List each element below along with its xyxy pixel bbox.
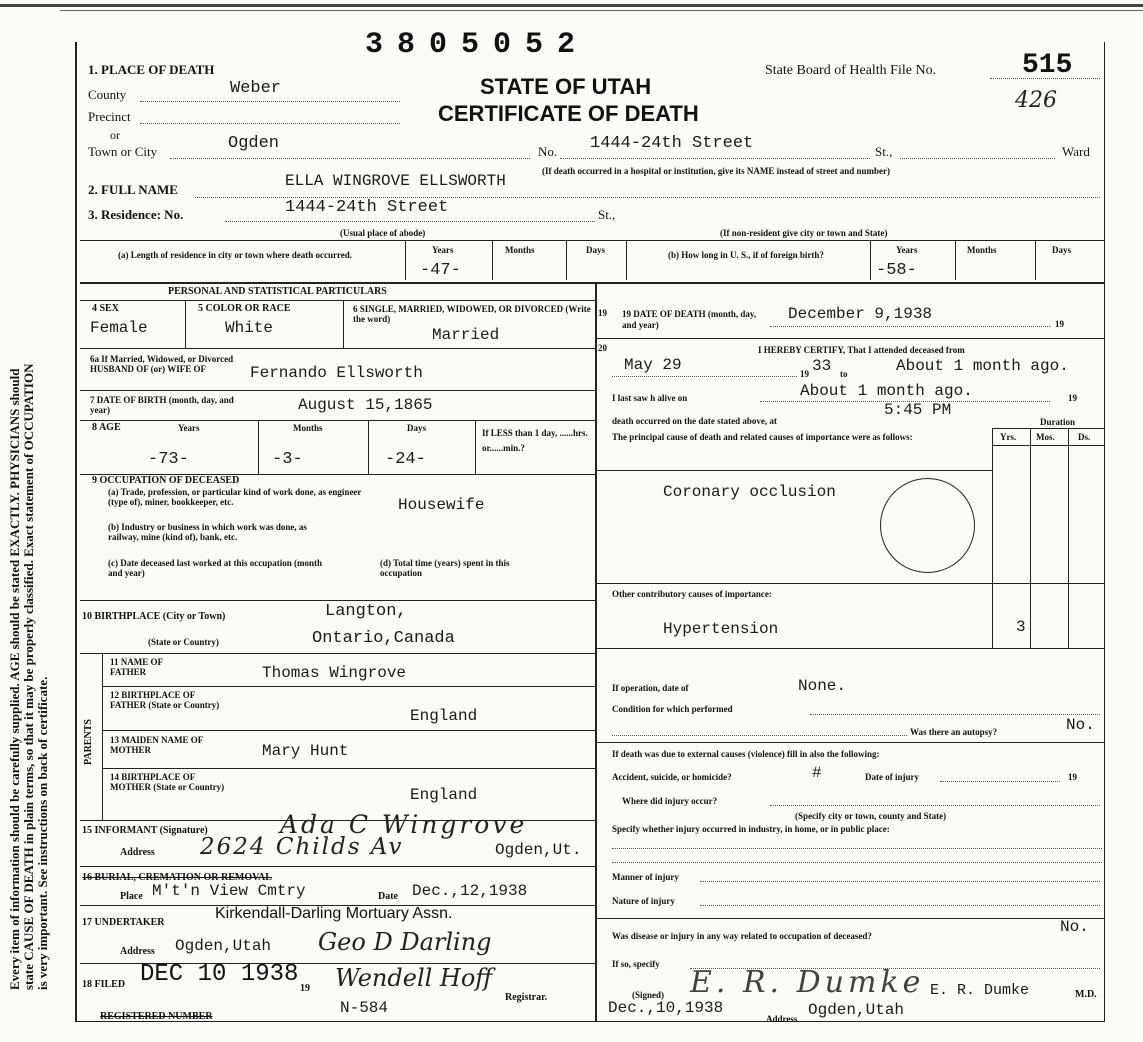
birthplace-label: 10 BIRTHPLACE (City or Town): [82, 611, 226, 622]
other-causes-label: Other contributory causes of importance:: [612, 589, 772, 599]
date-of-death-value: December 9,1938: [788, 305, 933, 323]
death-time-label: death occurred on the date stated above, at: [612, 416, 777, 426]
dob-value: August 15,1865: [298, 396, 433, 414]
state-title: STATE OF UTAH: [480, 74, 652, 99]
n20-label: 20: [598, 343, 607, 353]
burial-place-label: Place: [120, 891, 143, 902]
burial-label: 16 BURIAL, CREMATION OR REMOVAL: [82, 872, 272, 883]
certificate-title: CERTIFICATE OF DEATH: [438, 101, 699, 126]
age-days-value: -24-: [385, 450, 426, 469]
birthplace-state: Ontario,Canada: [312, 629, 455, 648]
n19-label: 19: [598, 308, 607, 318]
burial-date-label: Date: [378, 891, 398, 902]
town-label: Town or City: [88, 144, 158, 159]
nature-label: Nature of injury: [612, 896, 675, 906]
registrar-signature: Wendell Hoff: [335, 964, 493, 992]
father-name-label: 11 NAME OF FATHER: [110, 657, 163, 677]
spouse-label: 6a If Married, Widowed, or Divorced HUSBAND OF (or) WIFE OF: [90, 354, 234, 374]
occupation-c-label: (c) Date deceased last worked at this occupation (month and year): [108, 558, 322, 578]
no-label: No.: [538, 144, 558, 159]
other-cause: Hypertension: [663, 620, 779, 638]
county-value: Weber: [230, 79, 282, 98]
marital-label: 6 SINGLE, MARRIED, WIDOWED, OR DIVORCED (Write the word): [353, 304, 591, 324]
filed-19: 19: [300, 983, 310, 994]
accident-label: Accident, suicide, or homicide?: [612, 772, 732, 782]
cause-circle: [880, 478, 975, 573]
mother-birthplace-label: 14 BIRTHPLACE OF MOTHER (State or Country): [110, 772, 225, 792]
town-value: Ogden: [228, 134, 280, 153]
us-months-label: Months: [967, 245, 997, 255]
filed-stamp: DEC 10 1938: [140, 961, 299, 988]
last-saw-19: 19: [1068, 393, 1077, 403]
us-years-label: Years: [896, 245, 918, 255]
registrar-label: Registrar.: [505, 992, 548, 1003]
informant-city: Ogden,Ut.: [495, 841, 582, 859]
cause-label: The principal cause of death and related causes of importance were as follows:: [612, 432, 913, 442]
birthplace-state-label: (State or Country): [148, 637, 219, 647]
age-label: 8 AGE: [92, 422, 121, 433]
signed-label: (Signed): [632, 990, 665, 1000]
residence-st-label: St.,: [598, 207, 616, 222]
burial-place: M't'n View Cmtry: [152, 882, 306, 900]
attended-to-label: to: [840, 369, 848, 379]
foreign-birth-label: (b) How long in U. S., if of foreign birth?: [668, 250, 824, 260]
attended-19: 19: [800, 369, 809, 379]
registered-number: N-584: [340, 999, 389, 1017]
sex-label: 4 SEX: [92, 303, 119, 314]
precinct-label: Precinct: [88, 109, 131, 124]
undertaker-label: 17 UNDERTAKER: [82, 917, 165, 928]
certify-text: I HEREBY CERTIFY, That I attended deceased from: [758, 345, 965, 355]
or-label: or: [110, 128, 120, 142]
mother-name-value: Mary Hunt: [262, 742, 349, 760]
full-name-value: ELLA WINGROVE ELLSWORTH: [285, 172, 506, 190]
dur-yrs-label: Yrs.: [1000, 432, 1017, 442]
father-birthplace-label: 12 BIRTHPLACE OF FATHER (State or Country): [110, 690, 220, 710]
occupation-d-label: (d) Total time (years) spent in this occupation: [380, 558, 510, 578]
res-days-label: Days: [586, 245, 606, 255]
place-of-death-heading: 1. PLACE OF DEATH: [88, 62, 215, 77]
mother-name-label: 13 MAIDEN NAME OF MOTHER: [110, 735, 203, 755]
filed-label: 18 FILED: [82, 979, 126, 990]
occupation-value: Housewife: [398, 496, 485, 514]
autopsy-label: Was there an autopsy?: [910, 727, 998, 737]
us-years-value: -58-: [876, 261, 917, 280]
external-causes-label: If death was due to external causes (violence) fill in also the following:: [612, 749, 880, 759]
registered-number-label: REGISTERED NUMBER: [100, 1011, 213, 1022]
occupation-b-label: (b) Industry or business in which work was done, as railway, mine (kind of), bank, etc.: [108, 522, 307, 542]
undertaker-address-label: Address: [120, 946, 155, 957]
occupation-related-value: No.: [1060, 918, 1089, 936]
res-months-label: Months: [505, 245, 535, 255]
margin-instructions: Every item of information should be carefully supplied. AGE should be stated EXACTLY. PHYSICIANS should state CAUSE OF DEATH in plain terms, so that it may be properly classified. Exact statement of OCCUPATION is very important. See instructions on back of certificate.: [7, 363, 50, 990]
other-cause-years: 3: [1016, 618, 1026, 636]
residence-length-label: (a) Length of residence in city or town where death occurred.: [118, 250, 353, 260]
residence-value: 1444-24th Street: [285, 198, 449, 217]
us-days-label: Days: [1052, 245, 1072, 255]
attended-to: About 1 month ago.: [896, 357, 1069, 375]
physician-name: E. R. Dumke: [930, 982, 1030, 999]
attended-from: May 29: [624, 356, 682, 374]
burial-date: Dec.,12,1938: [412, 882, 528, 900]
sex-value: Female: [90, 319, 148, 337]
undertaker-value: Kirkendall-Darling Mortuary Assn.: [215, 905, 453, 922]
less-than-day-label: If LESS than 1 day, ......hrs. or......min.?: [482, 428, 588, 453]
undertaker-signature: Geo D Darling: [318, 928, 492, 956]
signature-address-label: Address: [766, 1014, 798, 1024]
accident-value: #: [812, 764, 822, 782]
marital-value: Married: [432, 326, 500, 344]
injury-date-label: Date of injury: [865, 772, 919, 782]
informant-signature: Ada C Wingrove: [280, 810, 528, 839]
residence-label: 3. Residence: No.: [88, 207, 184, 222]
birthplace-city: Langton,: [325, 602, 407, 621]
occupation-label: 9 OCCUPATION OF DECEASED: [92, 475, 240, 486]
age-years-value: -73-: [148, 450, 189, 469]
undertaker-address: Ogden,Utah: [175, 937, 272, 955]
informant-address: 2624 Childs Av: [200, 834, 404, 860]
dur-ds-label: Ds.: [1078, 432, 1091, 442]
street-value: 1444-24th Street: [590, 134, 754, 153]
st-label: St.,: [875, 144, 893, 159]
occupation-related-label: Was disease or injury in any way related to occupation of deceased?: [612, 931, 872, 941]
operation-value: None.: [798, 677, 847, 695]
occupation-a-label: (a) Trade, profession, or particular kind of work done, as engineer (type of), miner, bookkeeper, etc.: [108, 487, 362, 507]
hospital-note: (If death occurred in a hospital or institution, give its NAME instead of street and number): [542, 166, 891, 176]
last-saw-value: About 1 month ago.: [800, 382, 973, 400]
death-time-value: 5:45 PM: [884, 401, 952, 419]
age-months-label: Months: [293, 423, 323, 433]
ward-label: Ward: [1062, 144, 1090, 159]
date-of-death-label: 19 DATE OF DEATH (month, day, and year): [622, 309, 757, 330]
file-number: 515: [1022, 50, 1073, 81]
manner-label: Manner of injury: [612, 872, 679, 882]
dob-label: 7 DATE OF BIRTH (month, day, and year): [90, 395, 234, 415]
informant-address-label: Address: [120, 847, 155, 858]
injury-19: 19: [1068, 772, 1077, 782]
serial-number: 3805052: [365, 28, 590, 62]
dur-mos-label: Mos.: [1036, 432, 1055, 442]
spouse-value: Fernando Ellsworth: [250, 364, 423, 382]
handwritten-number: 426: [1015, 88, 1057, 113]
operation-label: If operation, date of: [612, 683, 689, 693]
res-years-label: Years: [432, 245, 454, 255]
signature-address: Ogden,Utah: [808, 1001, 905, 1019]
duration-label: Duration: [1040, 417, 1076, 427]
nonresident-note: (If non-resident give city or town and State): [720, 228, 888, 238]
color-label: 5 COLOR OR RACE: [198, 303, 291, 314]
age-years-label: Years: [178, 423, 200, 433]
last-saw-label: I last saw h alive on: [612, 393, 688, 403]
parents-label: PARENTS: [83, 719, 94, 765]
autopsy-value: No.: [1066, 716, 1095, 734]
color-value: White: [225, 319, 274, 337]
injury-place-label: Specify whether injury occurred in industry, in home, or in public place:: [612, 824, 890, 834]
informant-label: 15 INFORMANT (Signature): [82, 825, 208, 836]
where-injury-label: Where did injury occur?: [622, 796, 718, 806]
specify-location-note: (Specify city or town, county and State): [795, 811, 947, 821]
father-name-value: Thomas Wingrove: [262, 664, 407, 682]
county-label: County: [88, 87, 127, 102]
condition-label: Condition for which performed: [612, 704, 733, 714]
primary-cause: Coronary occlusion: [663, 483, 836, 501]
mother-birthplace-value: England: [410, 786, 478, 804]
file-no-label: State Board of Health File No.: [765, 63, 937, 78]
attended-year: 33: [812, 357, 832, 375]
physician-signature-scrawl: E. R. Dumke: [690, 965, 925, 1000]
father-birthplace-value: England: [410, 707, 478, 725]
age-months-value: -3-: [272, 450, 303, 469]
full-name-label: 2. FULL NAME: [88, 182, 178, 197]
usual-abode-note: (Usual place of abode): [340, 228, 426, 238]
if-so-label: If so, specify: [612, 959, 660, 969]
dod-19: 19: [1055, 319, 1064, 329]
personal-header: PERSONAL AND STATISTICAL PARTICULARS: [168, 286, 387, 297]
age-days-label: Days: [407, 423, 427, 433]
md-label: M.D.: [1075, 989, 1097, 1000]
signature-date: Dec.,10,1938: [608, 999, 724, 1017]
res-years-value: -47-: [420, 261, 461, 280]
